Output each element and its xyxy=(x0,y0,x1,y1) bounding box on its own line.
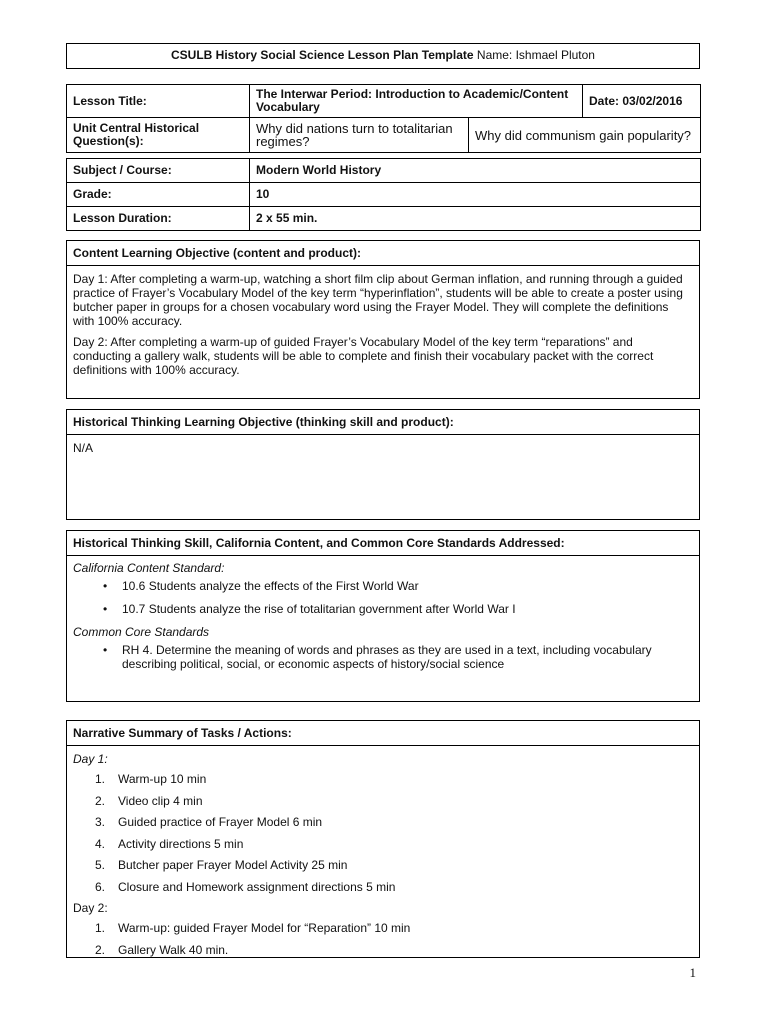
content-objective-day1: Day 1: After completing a warm-up, watching a short film clip about German inflation, and running through a guided practice of Frayer’s Vocabulary Model of the key term “hyperinflation”, students will be able to create a poster using butcher paper in groups for a chosen vocabulary word using the Frayer Model. They will complete the definitions with 100% accuracy. xyxy=(73,272,683,328)
template-header xyxy=(66,43,700,69)
name-value: Ishmael Pluton xyxy=(515,48,595,62)
day1-task-list xyxy=(73,772,693,894)
california-standard-label: California Content Standard: xyxy=(73,561,225,575)
content-objective-heading: Content Learning Objective (content and product): xyxy=(67,241,699,266)
central-question-1: Why did nations turn to totalitarian regimes? xyxy=(250,118,469,153)
list-item: 5. Butcher paper Frayer Model Activity 25 min xyxy=(95,858,348,872)
name-label: Name: xyxy=(476,48,513,62)
common-core-label: Common Core Standards xyxy=(73,625,210,639)
course-info-table xyxy=(66,158,700,230)
standards-section xyxy=(66,530,700,702)
template-title: CSULB History Social Science Lesson Plan Template xyxy=(171,48,474,62)
list-item: • 10.7 Students analyze the rise of totalitarian government after World War I xyxy=(103,602,516,616)
lesson-title-value: The Interwar Period: Introduction to Academic/Content Vocabulary xyxy=(250,85,583,118)
bullet-icon: • xyxy=(103,602,108,616)
list-item: • RH 4. Determine the meaning of words and phrases as they are used in a text, including vocabulary describing political, social, or economic aspects of history/social science xyxy=(103,643,652,671)
content-objective-day2: Day 2: After completing a warm-up of guided Frayer’s Vocabulary Model of the key term “reparations” and conducting a gallery walk, students will be able to complete and finish their vocabulary packet with the correct definitions with 100% accuracy. xyxy=(73,335,654,377)
bullet-icon: • xyxy=(103,643,108,657)
duration-value: 2 x 55 min. xyxy=(250,207,701,231)
day2-label: Day 2: xyxy=(73,901,108,915)
page-number: 1 xyxy=(689,965,696,980)
subject-label: Subject / Course: xyxy=(67,159,250,183)
duration-label: Lesson Duration: xyxy=(67,207,250,231)
bullet-icon: • xyxy=(103,579,108,593)
content-objective-section xyxy=(66,240,700,399)
day1-label: Day 1: xyxy=(73,752,108,766)
standards-heading: Historical Thinking Skill, California Content, and Common Core Standards Addressed: xyxy=(67,531,699,556)
list-item: • 10.6 Students analyze the effects of the First World War xyxy=(103,579,419,593)
narrative-bottom-border xyxy=(66,957,700,958)
list-item: 2. Gallery Walk 40 min. xyxy=(95,942,229,957)
thinking-objective-section xyxy=(66,409,700,520)
narrative-section xyxy=(66,720,700,958)
thinking-objective-value: N/A xyxy=(73,441,94,455)
lesson-info-table xyxy=(66,84,700,153)
day2-task-list xyxy=(73,921,693,957)
grade-label: Grade: xyxy=(67,183,250,207)
list-item: 3. Guided practice of Frayer Model 6 min xyxy=(95,815,323,829)
list-item: 1. Warm-up 10 min xyxy=(95,772,207,786)
subject-value: Modern World History xyxy=(250,159,701,183)
lesson-title-label: Lesson Title: xyxy=(67,85,250,118)
central-question-2: Why did communism gain popularity? xyxy=(469,118,701,153)
lesson-date: Date: 03/02/2016 xyxy=(583,85,701,118)
grade-value: 10 xyxy=(250,183,701,207)
list-item: 2. Video clip 4 min xyxy=(95,793,203,808)
narrative-heading: Narrative Summary of Tasks / Actions: xyxy=(67,721,699,746)
list-item: 1. Warm-up: guided Frayer Model for “Reparation” 10 min xyxy=(95,921,411,935)
thinking-objective-heading: Historical Thinking Learning Objective (thinking skill and product): xyxy=(67,410,699,435)
central-question-label: Unit Central Historical Question(s): xyxy=(67,118,250,153)
list-item: 6. Closure and Homework assignment directions 5 min xyxy=(95,879,396,894)
list-item: 4. Activity directions 5 min xyxy=(95,836,244,851)
